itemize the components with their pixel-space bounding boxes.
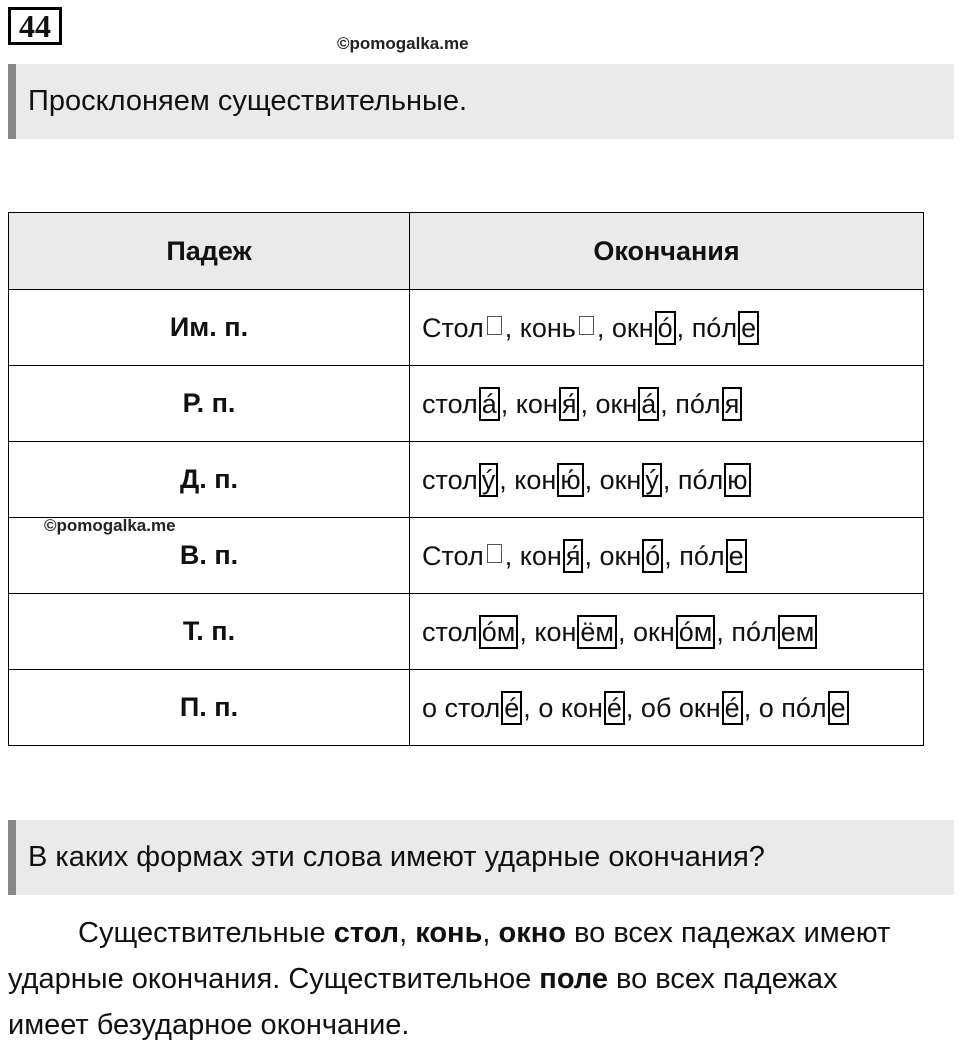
answer-text: ,: [399, 917, 416, 949]
ending-box: я́: [563, 539, 584, 573]
word-stem: Стол: [422, 312, 484, 343]
word-stem: о кон: [538, 692, 603, 723]
word-separator: ,: [500, 388, 516, 419]
task-number: 44: [8, 7, 62, 45]
ending-box: é: [604, 691, 625, 725]
ending-box: é: [501, 691, 522, 725]
word-separator: ,: [618, 616, 634, 647]
case-name-cell: Т. п.: [9, 594, 410, 670]
word-stem: конь: [519, 312, 576, 343]
ending-box: ю́: [557, 463, 583, 497]
word-separator: ,: [584, 540, 600, 571]
word-stem: Стол: [422, 540, 484, 571]
column-header-endings: Окончания: [410, 213, 924, 290]
word-separator: ,: [504, 312, 520, 343]
word-stem: кон: [534, 616, 577, 647]
answer-word: окно: [498, 917, 566, 949]
ending-box: óм: [676, 615, 716, 649]
word-stem: пóл: [675, 388, 721, 419]
word-stem: о стол: [422, 692, 501, 723]
word-separator: ,: [662, 464, 678, 495]
word-stem: стол: [422, 388, 478, 419]
ending-box: е: [828, 691, 849, 725]
word-stem: стол: [422, 616, 478, 647]
word-stem: пóл: [691, 312, 738, 343]
ending-box: я́: [559, 387, 580, 421]
word-stem: окн: [599, 540, 642, 571]
case-name-cell: Им. п.: [9, 290, 410, 366]
word-separator: ,: [664, 540, 680, 571]
answer-word: поле: [539, 963, 608, 995]
endings-cell: [410, 670, 924, 746]
ending-box: ó: [655, 311, 676, 345]
word-separator: ,: [584, 464, 600, 495]
watermark: ©pomogalka.me: [337, 34, 469, 53]
word-separator: ,: [499, 464, 515, 495]
word-stem: об окн: [640, 692, 721, 723]
word-separator: ,: [523, 692, 539, 723]
word-separator: ,: [519, 616, 535, 647]
case-name-cell: Д. п.: [9, 442, 410, 518]
table-row: [9, 670, 924, 746]
endings-cell: [410, 518, 924, 594]
word-separator: ,: [716, 616, 732, 647]
word-stem: кон: [519, 540, 562, 571]
table-row: [9, 442, 924, 518]
task-prompt-1: [8, 64, 954, 139]
task-prompt-1-text: Просклоняем существительные.: [28, 85, 468, 117]
word-stem: окн: [633, 616, 675, 647]
declension-table: [8, 212, 924, 746]
watermark-2: ©pomogalka.me: [44, 516, 176, 535]
ending-box: ó: [642, 539, 663, 573]
word-separator: ,: [596, 312, 612, 343]
case-name-cell: Р. п.: [9, 366, 410, 442]
word-stem: пóл: [677, 464, 724, 495]
answer-paragraph: [8, 910, 908, 1048]
table-row: [9, 366, 924, 442]
word-stem: окн: [599, 464, 642, 495]
case-name-cell: П. п.: [9, 670, 410, 746]
answer-word: стол: [333, 917, 400, 949]
endings-cell: [410, 594, 924, 670]
word-stem: окн: [595, 388, 638, 419]
word-separator: ,: [504, 540, 520, 571]
word-separator: ,: [676, 312, 692, 343]
endings-cell: [410, 442, 924, 518]
answer-text: ,: [482, 917, 499, 949]
null-ending-box: [487, 316, 502, 335]
task-prompt-2-text: В каких формах эти слова имеют ударные окончания?: [28, 841, 765, 873]
word-stem: кон: [514, 464, 557, 495]
ending-box: á: [479, 387, 500, 421]
table-row: [9, 290, 924, 366]
endings-cell: [410, 290, 924, 366]
answer-text: Существительные: [78, 917, 334, 949]
ending-box: ю: [724, 463, 750, 497]
word-separator: ,: [625, 692, 641, 723]
answer-text: во всех падежах имеет безударное окончание.: [8, 963, 838, 1041]
column-header-case: Падеж: [9, 213, 410, 290]
ending-box: е: [726, 539, 747, 573]
word-stem: стол: [422, 464, 478, 495]
case-name-cell: В. п.: [9, 518, 410, 594]
word-stem: пóл: [731, 616, 777, 647]
task-prompt-2: [8, 820, 954, 895]
ending-box: ý: [479, 463, 499, 497]
ending-box: ём: [577, 615, 617, 649]
ending-box: á: [638, 387, 659, 421]
ending-box: óм: [479, 615, 519, 649]
answer-word: конь: [415, 917, 483, 949]
word-separator: ,: [660, 388, 676, 419]
word-stem: окн: [611, 312, 654, 343]
ending-box: я: [722, 387, 743, 421]
answer-text: во всех падежах имеют ударные окончания. Существительное: [8, 917, 891, 995]
word-separator: ,: [580, 388, 596, 419]
word-stem: о пóл: [758, 692, 827, 723]
ending-box: ем: [778, 615, 818, 649]
word-stem: кон: [515, 388, 558, 419]
word-stem: пóл: [679, 540, 725, 571]
table-header-row: [9, 213, 924, 290]
ending-box: е: [738, 311, 759, 345]
endings-cell: [410, 366, 924, 442]
null-ending-box: [487, 544, 502, 563]
word-separator: ,: [743, 692, 759, 723]
null-ending-box: [579, 316, 594, 335]
table-row: [9, 594, 924, 670]
ending-box: é: [722, 691, 743, 725]
ending-box: ý: [642, 463, 662, 497]
